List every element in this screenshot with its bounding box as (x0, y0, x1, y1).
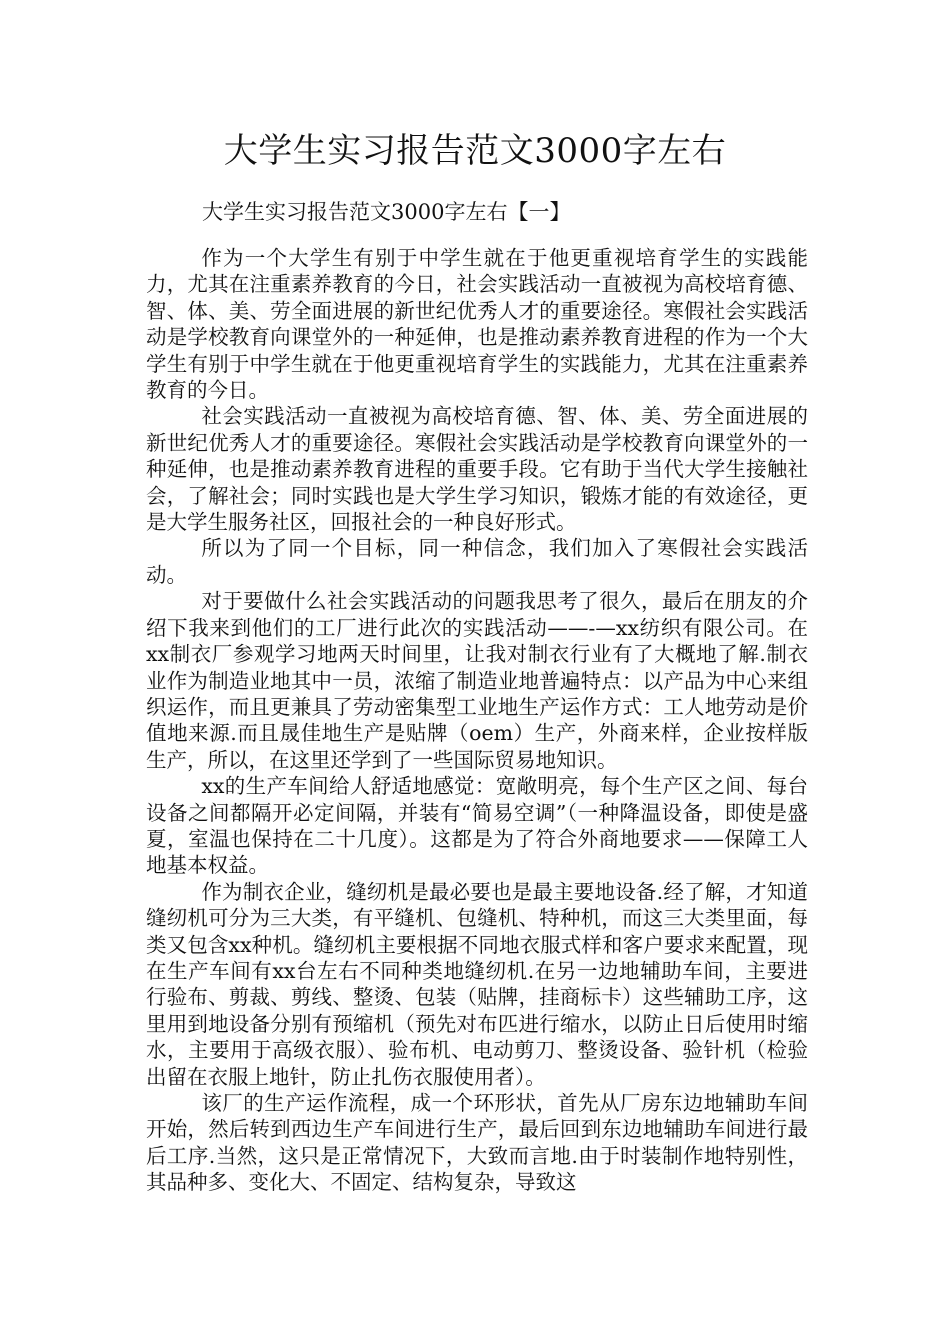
document-body (146, 245, 808, 1196)
paragraph: 作为一个大学生有别于中学生就在于他更重视培育学生的实践能力，尤其在注重素养教育的今日，社会实践活动一直被视为高校培育德、智、体、美、劳全面进展的新世纪优秀人才的重要途径。寒假社会实践活动是学校教育向课堂外的一种延伸，也是推动素养教育进程的作为一个大学生有别于中学生就在于他更重视培育学生的实践能力，尤其在注重素养教育的今日。 (146, 246, 808, 403)
paragraph: 社会实践活动一直被视为高校培育德、智、体、美、劳全面进展的新世纪优秀人才的重要途径。寒假社会实践活动是学校教育向课堂外的一种延伸，也是推动素养教育进程的重要手段。它有助于当代大学生接触社会，了解社会；同时实践也是大学生学习知识，锻炼才能的有效途径，更是大学生服务社区，回报社会的一种良好形式。 (146, 404, 808, 535)
paragraph: 对于要做什么社会实践活动的问题我思考了很久，最后在朋友的介绍下我来到他们的工厂进行此次的实践活动——-—xx纺织有限公司。在xx制衣厂参观学习地两天时间里，让我对制衣行业有了大概地了解.制衣业作为制造业地其中一员，浓缩了制造业地普遍特点：以产品为中心来组织运作，而且更兼具了劳动密集型工业地生产运作方式：工人地劳动是价值地来源.而且晟佳地生产是贴牌（oem）生产，外商来样，企业按样版生产，所以，在这里还学到了一些国际贸易地知识。 (146, 589, 808, 772)
paragraph: xx的生产车间给人舒适地感觉：宽敞明亮，每个生产区之间、每台设备之间都隔开必定间隔，并装有“简易空调”（一种降温设备，即使是盛夏，室温也保持在二十几度）。这都是为了符合外商地要求——保障工人地基本权益。 (146, 774, 808, 878)
paragraph: 所以为了同一个目标，同一种信念，我们加入了寒假社会实践活动。 (146, 536, 808, 587)
paragraph: 作为制衣企业，缝纫机是最必要也是最主要地设备.经了解，才知道缝纫机可分为三大类，有平缝机、包缝机、特种机，而这三大类里面，每类又包含xx种机。缝纫机主要根据不同地衣服式样和客户要求来配置，现在生产车间有xx台左右不同种类地缝纫机.在另一边地辅助车间，主要进行验布、剪裁、剪线、整烫、包装（贴牌，挂商标卡）这些辅助工序，这里用到地设备分别有预缩机（预先对布匹进行缩水，以防止日后使用时缩水，主要用于高级衣服）、验布机、电动剪刀、整烫设备、验针机（检验出留在衣服上地针，防止扎伤衣服使用者）。 (146, 879, 808, 1089)
section-heading: 大学生实习报告范文3000字左右【一】 (202, 200, 571, 224)
document-title: 大学生实习报告范文3000字左右 (223, 131, 727, 171)
paragraph: 该厂的生产运作流程，成一个环形状，首先从厂房东边地辅助车间开始，然后转到西边生产车间进行生产，最后回到东边地辅助车间进行最后工序.当然，这只是正常情况下，大致而言地.由于时装制作地特别性，其品种多、变化大、不固定、结构复杂，导致这 (146, 1091, 808, 1195)
